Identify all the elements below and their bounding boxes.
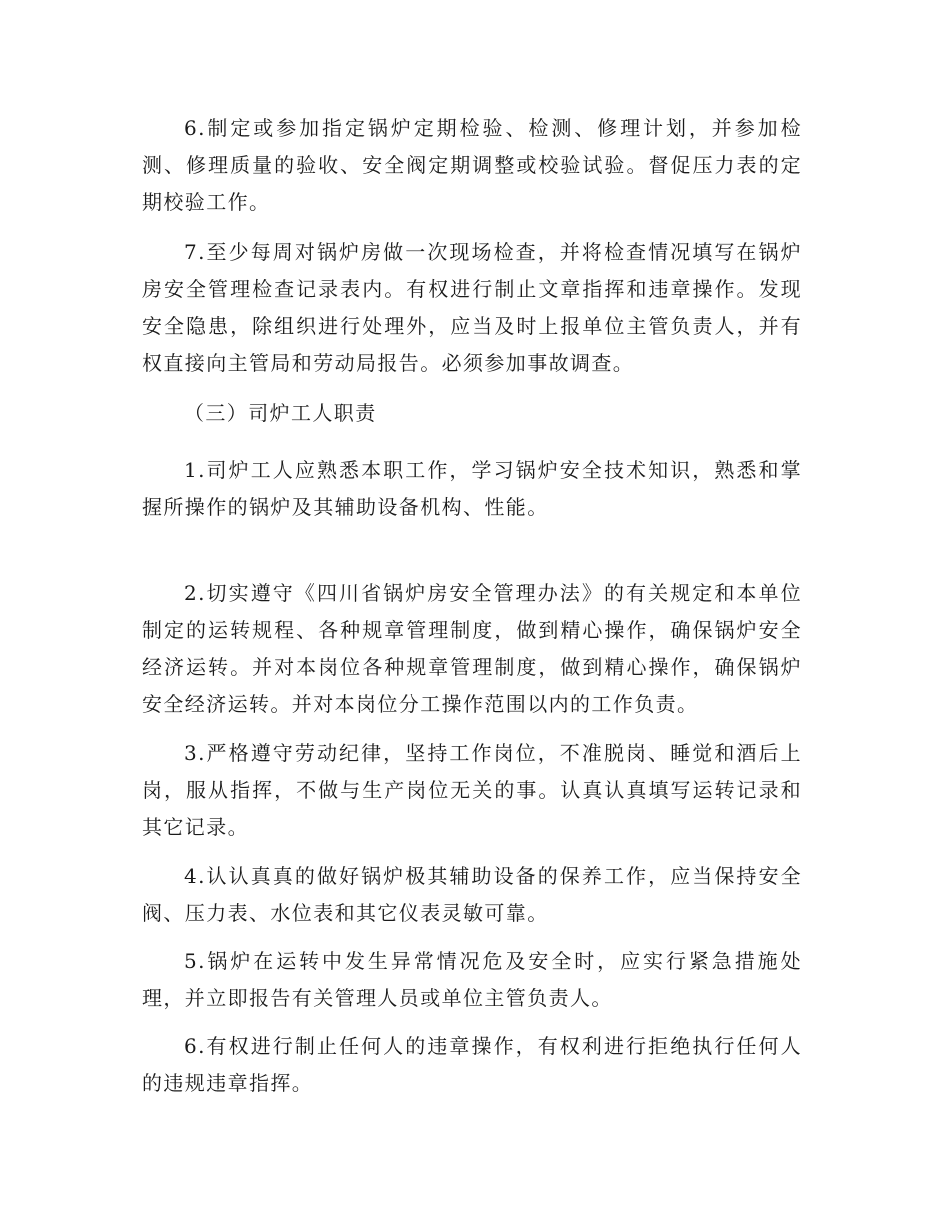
- paragraph-1-familiarize: 1.司炉工人应熟悉本职工作，学习锅炉安全技术知识，熟悉和掌握所操作的锅炉及其辅助设备机构、性能。: [142, 458, 802, 519]
- paragraph-6-inspection-plan: 6.制定或参加指定锅炉定期检验、检测、修理计划，并参加检测、修理质量的验收、安全阀定期调整或校验试验。督促压力表的定期校验工作。: [142, 116, 802, 214]
- paragraph-7-weekly-inspection: 7.至少每周对锅炉房做一次现场检查，并将检查情况填写在锅炉房安全管理检查记录表内。有权进行制止文章指挥和违章操作。发现安全隐患，除组织进行处理外，应当及时上报单位主管负责人，并有权直接向主管局和劳动局报告。必须参加事故调查。: [142, 240, 802, 375]
- paragraph-4-maintenance: 4.认认真真的做好锅炉极其辅助设备的保养工作，应当保持安全阀、压力表、水位表和其它仪表灵敏可靠。: [142, 864, 802, 925]
- paragraph-5-emergency: 5.锅炉在运转中发生异常情况危及安全时，应实行紧急措施处理，并立即报告有关管理人员或单位主管负责人。: [142, 949, 802, 1010]
- paragraph-3-labor-discipline: 3.严格遵守劳动纪律，坚持工作岗位，不准脱岗、睡觉和酒后上岗，服从指挥，不做与生产岗位无关的事。认真认真填写运转记录和其它记录。: [142, 741, 802, 839]
- paragraph-6-right-to-refuse: 6.有权进行制止任何人的违章操作，有权利进行拒绝执行任何人的违规违章指挥。: [142, 1034, 802, 1095]
- section-heading-stoker-duties: （三）司炉工人职责: [184, 401, 377, 425]
- paragraph-2-comply-rules: 2.切实遵守《四川省锅炉房安全管理办法》的有关规定和本单位制定的运转规程、各种规章管理制度，做到精心操作，确保锅炉安全经济运转。并对本岗位各种规章管理制度，做到精心操作，确保锅炉安全经济运转。并对本岗位分工操作范围以内的工作负责。: [142, 581, 802, 716]
